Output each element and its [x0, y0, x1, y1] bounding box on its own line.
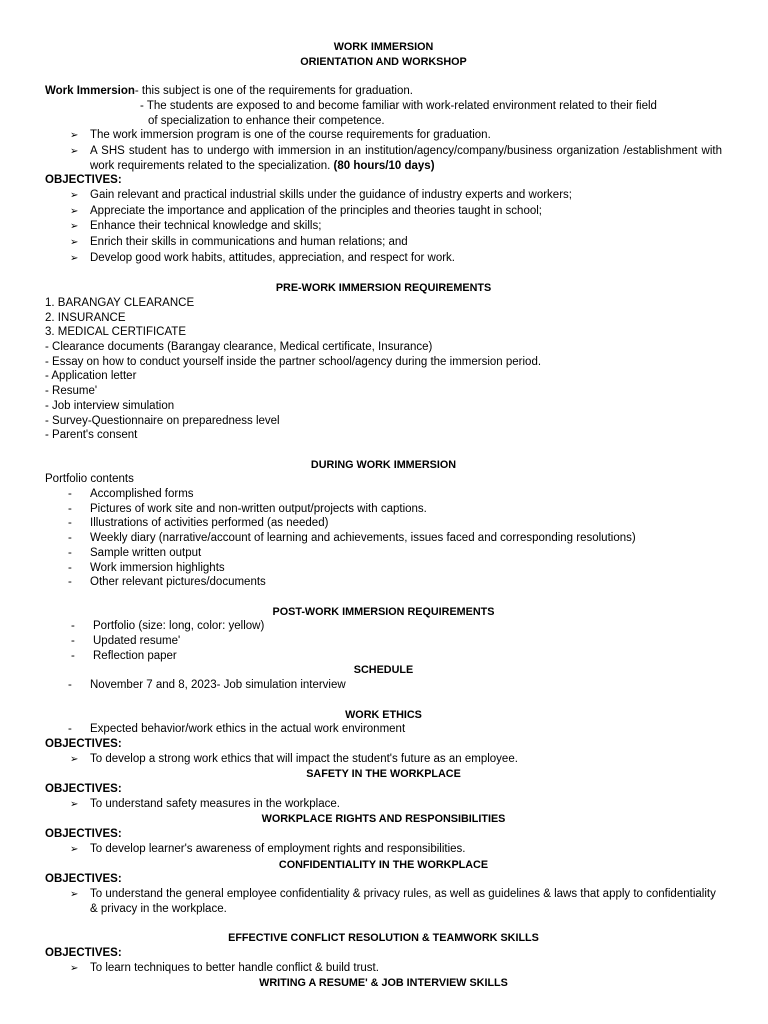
objective-item	[45, 188, 722, 204]
objective-text: To develop learner's awareness of employment rights and responsibilities.	[90, 842, 466, 855]
dash-bullet-icon: -	[71, 635, 75, 648]
portfolio-item-text: Weekly diary (narrative/account of learning and achievements, issues faced and corresponding resolutions)	[90, 532, 636, 545]
requirement-item: - Clearance documents (Barangay clearance, Medical certificate, Insurance)	[45, 341, 433, 354]
objective-item-text: Gain relevant and practical industrial skills under the guidance of industry experts and workers;	[90, 189, 572, 202]
dash-bullet-icon: -	[71, 649, 75, 662]
dash-bullet-icon: -	[68, 679, 72, 692]
rights-heading: WORKPLACE RIGHTS AND RESPONSIBILITIES	[261, 813, 506, 826]
portfolio-item-text: Pictures of work site and non-written output/projects with captions.	[90, 502, 427, 515]
arrow-bullet-icon: ➢	[70, 130, 79, 142]
portfolio-item-text: Other relevant pictures/documents	[90, 576, 266, 589]
arrow-bullet-icon: ➢	[70, 237, 79, 249]
work-ethics-item	[45, 722, 722, 737]
arrow-bullet-icon: ➢	[70, 962, 79, 974]
arrow-bullet-icon: ➢	[70, 221, 79, 233]
duration-highlight: (80 hours/10 days)	[333, 159, 435, 172]
dash-bullet-icon: -	[68, 502, 72, 515]
portfolio-item	[45, 531, 722, 546]
objective-item	[45, 204, 722, 220]
post-requirement-item	[45, 619, 722, 634]
requirement-item: 2. INSURANCE	[45, 311, 126, 324]
work-ethics-heading: WORK ETHICS	[345, 708, 422, 721]
objective-item	[45, 797, 722, 813]
dash-bullet-icon: -	[68, 723, 72, 736]
doc-subtitle: ORIENTATION AND WORKSHOP	[300, 55, 467, 68]
portfolio-item	[45, 516, 722, 531]
objective-text: To develop a strong work ethics that will impact the student's future as an employee.	[90, 752, 518, 765]
post-requirement-item-text: Portfolio (size: long, color: yellow)	[93, 620, 265, 633]
dash-bullet-icon: -	[68, 532, 72, 545]
objective-item-text: Develop good work habits, attitudes, appreciation, and respect for work.	[90, 251, 456, 264]
dash-bullet-icon: -	[68, 488, 72, 501]
objective-item	[45, 235, 722, 251]
portfolio-item	[45, 546, 722, 561]
resume-heading: WRITING A RESUME' & JOB INTERVIEW SKILLS	[259, 977, 508, 990]
objective-item	[45, 251, 722, 267]
objectives-label: OBJECTIVES:	[45, 783, 122, 796]
requirement-item: - Resume'	[45, 385, 98, 398]
objective-text: To understand the general employee confidentiality & privacy rules, as well as guidelines & laws that apply to confidentiality & privacy in the workplace.	[90, 888, 716, 915]
dash-bullet-icon: -	[68, 546, 72, 559]
intro-sub-line-1: - The students are exposed to and become familiar with work-related environment related to their field	[140, 99, 657, 112]
objectives-label: OBJECTIVES:	[45, 873, 122, 886]
objective-item	[45, 887, 722, 916]
objective-item-text: Appreciate the importance and application of the principles and theories taught in school;	[90, 204, 542, 217]
objective-item	[45, 961, 722, 977]
portfolio-item	[45, 561, 722, 576]
work-ethics-item-text: Expected behavior/work ethics in the actual work environment	[90, 723, 406, 736]
arrow-bullet-icon: ➢	[70, 190, 79, 202]
dash-bullet-icon: -	[68, 517, 72, 530]
portfolio-item	[45, 575, 722, 590]
post-requirement-item	[45, 634, 722, 649]
objectives-label: OBJECTIVES:	[45, 737, 122, 750]
dash-bullet-icon: -	[71, 620, 75, 633]
requirement-item: - Job interview simulation	[45, 399, 175, 412]
requirement-item: - Parent's consent	[45, 429, 138, 442]
intro-bullet	[45, 144, 722, 173]
portfolio-item-text: Accomplished forms	[90, 488, 194, 501]
objective-item	[45, 752, 722, 768]
portfolio-item-text: Illustrations of activities performed (as needed)	[90, 517, 329, 530]
portfolio-item	[45, 487, 722, 502]
requirement-item: - Essay on how to conduct yourself inside the partner school/agency during the immersion period.	[45, 355, 542, 368]
conflict-heading: EFFECTIVE CONFLICT RESOLUTION & TEAMWORK SKILLS	[228, 932, 539, 945]
requirement-item: - Survey-Questionnaire on preparedness level	[45, 414, 280, 427]
requirement-item: 1. BARANGAY CLEARANCE	[45, 296, 195, 309]
post-requirement-item-text: Reflection paper	[93, 649, 177, 662]
post-work-heading: POST-WORK IMMERSION REQUIREMENTS	[272, 605, 495, 618]
schedule-heading: SCHEDULE	[353, 664, 414, 677]
dash-bullet-icon: -	[68, 576, 72, 589]
intro-bullet-text: The work immersion program is one of the course requirements for graduation.	[90, 129, 491, 142]
portfolio-item-text: Work immersion highlights	[90, 561, 225, 574]
arrow-bullet-icon: ➢	[70, 145, 79, 157]
intro-sub-line-2: of specialization to enhance their competence.	[148, 114, 385, 127]
confidentiality-heading: CONFIDENTIALITY IN THE WORKPLACE	[278, 858, 489, 871]
objective-item-text: Enhance their technical knowledge and skills;	[90, 220, 322, 233]
arrow-bullet-icon: ➢	[70, 798, 79, 810]
portfolio-item-text: Sample written output	[90, 546, 202, 559]
portfolio-item	[45, 502, 722, 517]
intro-bullet-text	[90, 144, 722, 173]
intro-bullet-2-text: A SHS student has to undergo with immersion in an institution/agency/company/business organization /establishment with work requirements related to the specialization.	[90, 144, 722, 172]
arrow-bullet-icon: ➢	[70, 205, 79, 217]
objective-item	[45, 842, 722, 858]
requirement-item: 3. MEDICAL CERTIFICATE	[45, 326, 187, 339]
objectives-label: OBJECTIVES:	[45, 946, 122, 959]
objective-text: To learn techniques to better handle conflict & build trust.	[90, 961, 379, 974]
pre-work-heading: PRE-WORK IMMERSION REQUIREMENTS	[275, 282, 492, 295]
intro-definition-text: - this subject is one of the requirements for graduation.	[134, 85, 413, 98]
objective-item	[45, 219, 722, 235]
arrow-bullet-icon: ➢	[70, 252, 79, 264]
post-requirement-item	[45, 649, 722, 664]
objective-item-text: Enrich their skills in communications and human relations; and	[90, 236, 408, 249]
schedule-item-text: November 7 and 8, 2023- Job simulation interview	[90, 679, 346, 692]
arrow-bullet-icon: ➢	[70, 843, 79, 855]
arrow-bullet-icon: ➢	[70, 753, 79, 765]
portfolio-label: Portfolio contents	[45, 473, 134, 486]
intro-term: Work Immersion	[45, 85, 135, 98]
dash-bullet-icon: -	[68, 561, 72, 574]
schedule-item	[45, 678, 722, 693]
objectives-label: OBJECTIVES:	[45, 828, 122, 841]
objectives-label: OBJECTIVES:	[45, 174, 122, 187]
requirement-item: - Application letter	[45, 370, 137, 383]
arrow-bullet-icon: ➢	[70, 889, 79, 900]
during-heading: DURING WORK IMMERSION	[310, 458, 457, 471]
post-requirement-item-text: Updated resume'	[93, 635, 181, 648]
intro-bullet	[45, 128, 722, 144]
doc-title: WORK IMMERSION	[333, 41, 434, 53]
objective-text: To understand safety measures in the workplace.	[90, 797, 340, 810]
safety-heading: SAFETY IN THE WORKPLACE	[306, 768, 461, 781]
intro-definition	[45, 84, 722, 99]
